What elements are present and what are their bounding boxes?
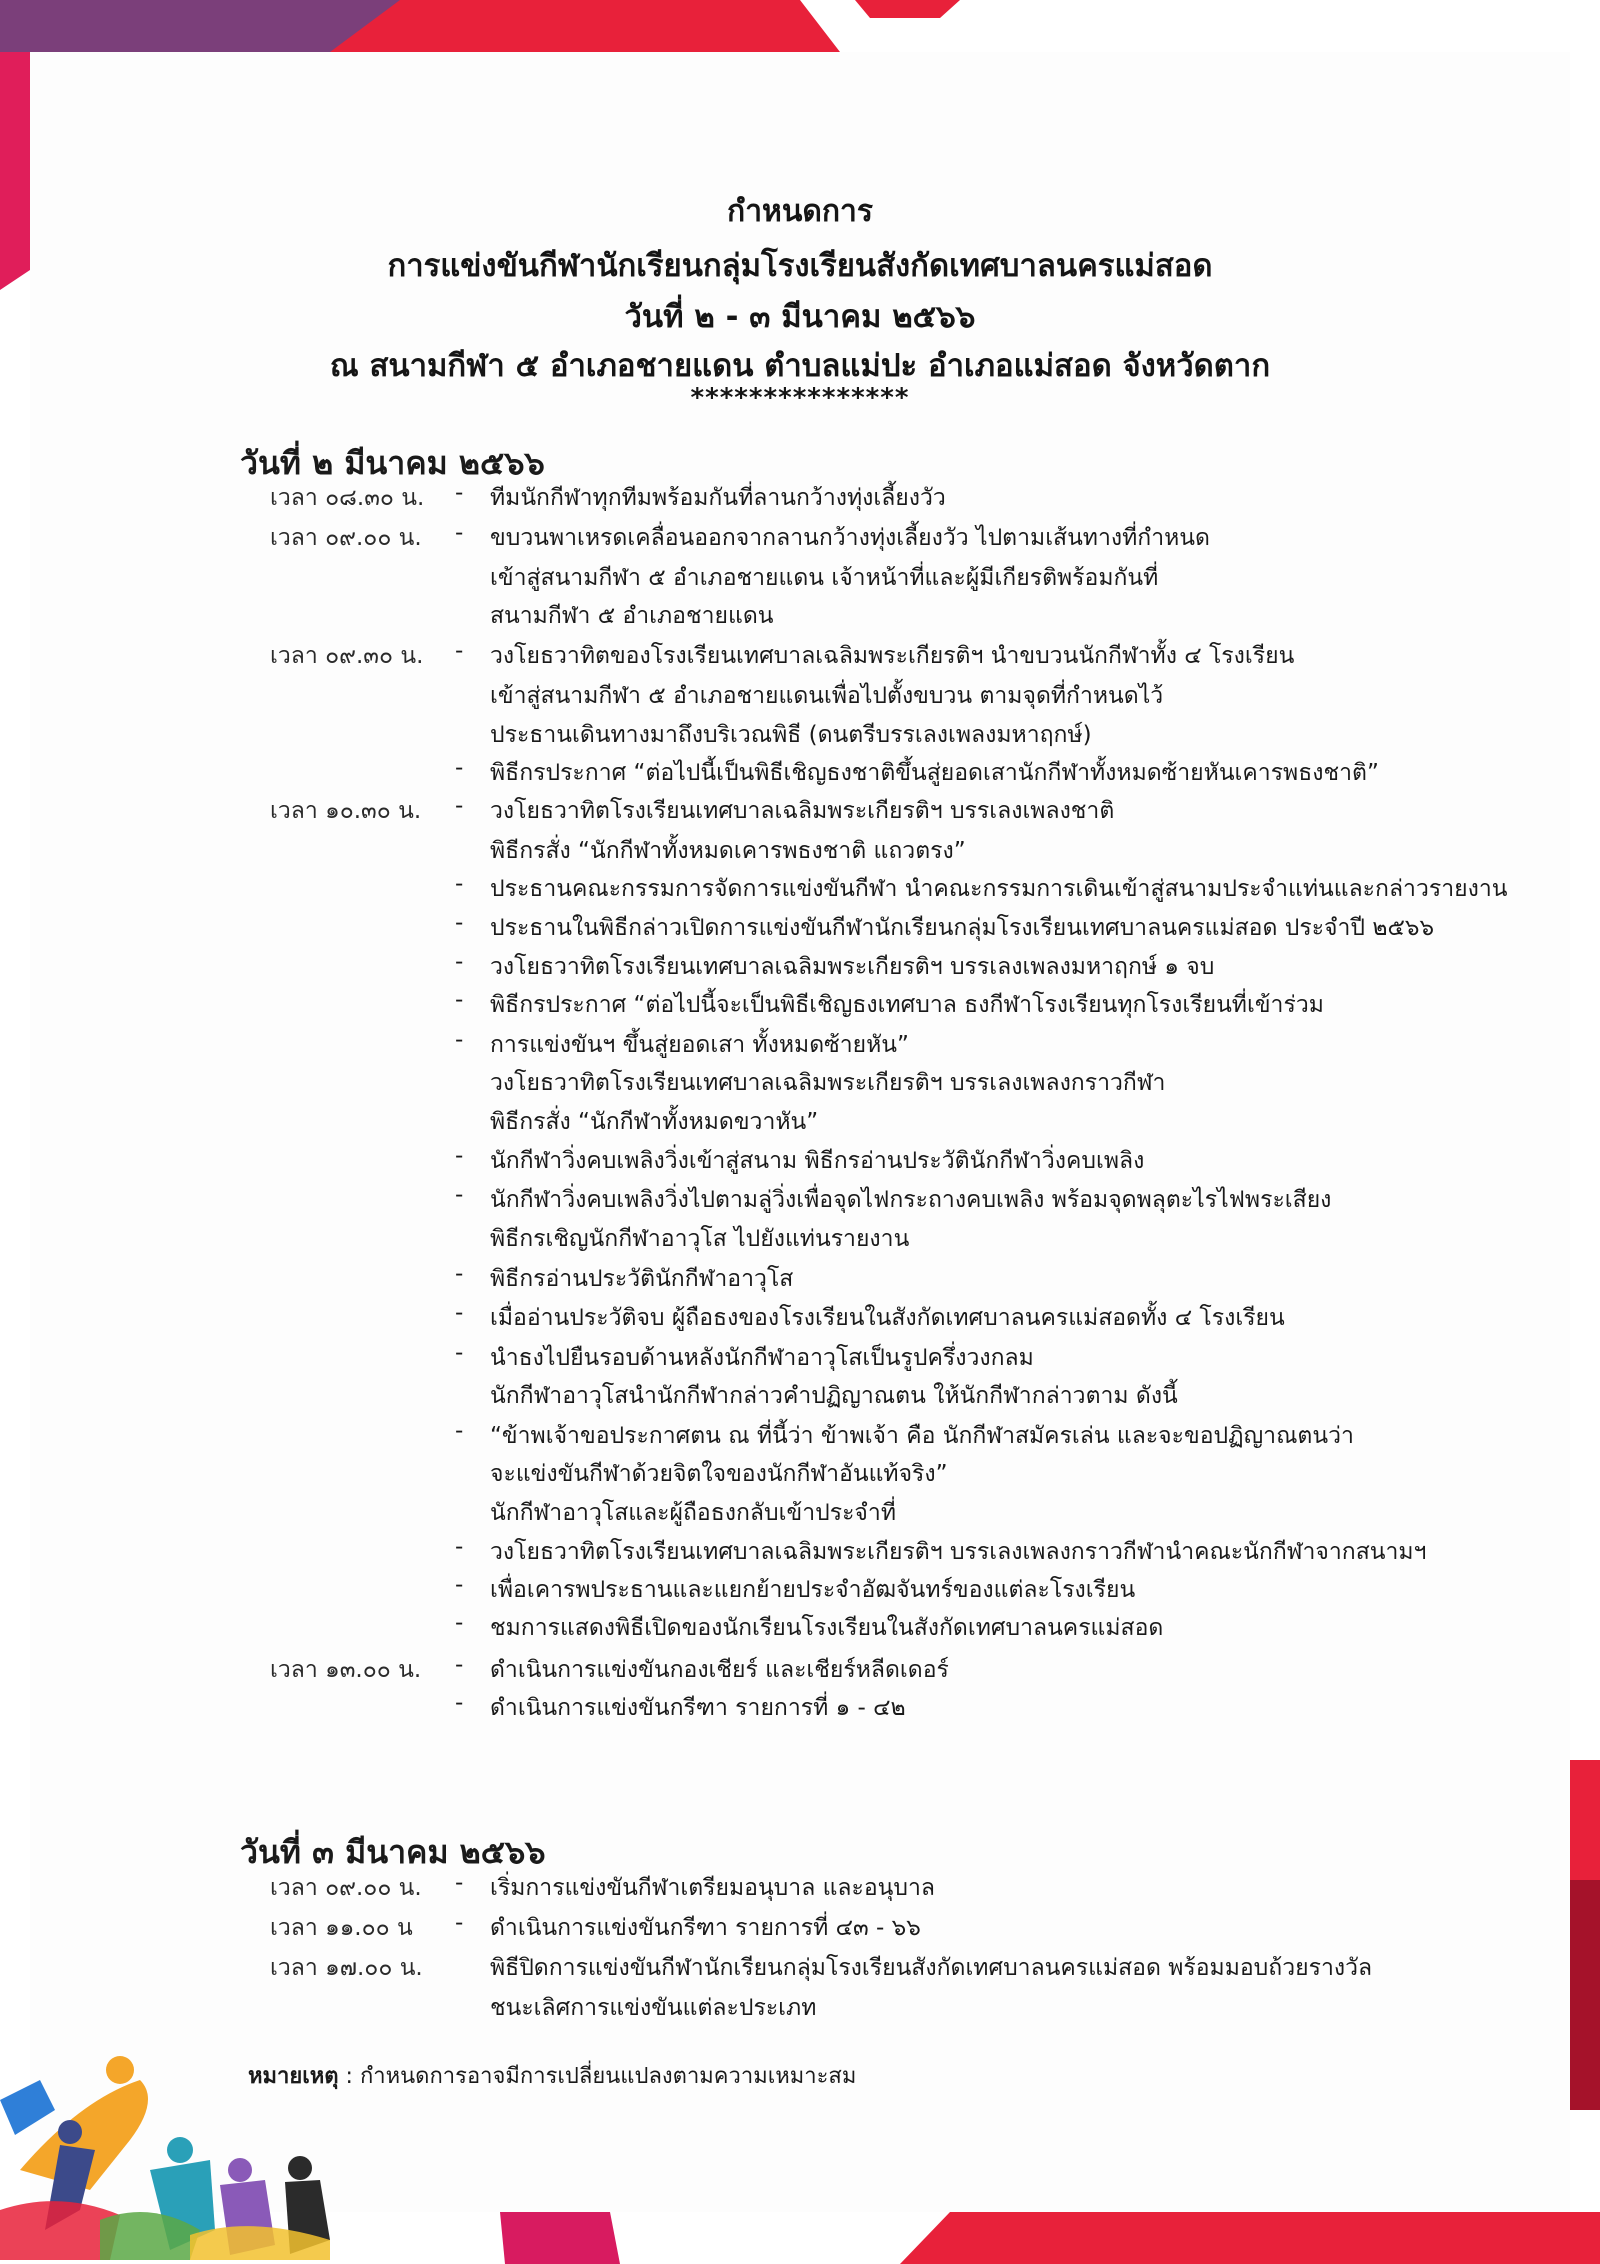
schedule-dash: - — [455, 1340, 464, 1366]
schedule-dash: - — [455, 755, 464, 781]
schedule-dash: - — [455, 1418, 464, 1444]
footnote — [248, 2058, 856, 2093]
schedule-item: นำธงไปยืนรอบด้านหลังนักกีฬาอาวุโสเป็นรูปครึ่งวงกลม — [490, 1345, 1034, 1371]
schedule-item: ประธานคณะกรรมการจัดการแข่งขันกีฬา นำคณะกรรมการเดินเข้าสู่สนามประจำแท่นและกล่าวรายงาน — [490, 876, 1508, 902]
schedule-time: เวลา ๐๙.๐๐ น. — [270, 525, 422, 551]
star-divider: *************** — [690, 383, 910, 413]
schedule-dash: - — [455, 949, 464, 975]
footnote-text: : กำหนดการอาจมีการเปลี่ยนแปลงตามความเหมาะสม — [338, 2064, 857, 2089]
schedule-item: ดำเนินการแข่งขันกองเชียร์ และเชียร์หลีดเดอร์ — [490, 1657, 949, 1683]
schedule-item: ชมการแสดงพิธีเปิดของนักเรียนโรงเรียนในสังกัดเทศบาลนครแม่สอด — [490, 1615, 1164, 1641]
schedule-time: เวลา ๑๑.๐๐ น — [270, 1915, 413, 1941]
schedule-item: พิธีกรสั่ง “นักกีฬาทั้งหมดเคารพธงชาติ แถวตรง” — [490, 838, 966, 864]
schedule-item: เริ่มการแข่งขันกีฬาเตรียมอนุบาล และอนุบาล — [490, 1875, 936, 1901]
schedule-item: เข้าสู่สนามกีฬา ๕ อำเภอชายแดนเพื่อไปตั้งขบวน ตามจุดที่กำหนดไว้ — [490, 683, 1164, 709]
right-darkred-shape — [1570, 1880, 1600, 2110]
schedule-item: ทีมนักกีฬาทุกทีมพร้อมกันที่ลานกว้างทุ่งเลี้ยงวัว — [490, 485, 946, 511]
schedule-item: การแข่งขันฯ ขึ้นสู่ยอดเสา ทั้งหมดซ้ายหัน” — [490, 1032, 909, 1058]
day2-title: วันที่ ๓ มีนาคม ๒๕๖๖ — [240, 1833, 546, 1871]
schedule-dash: - — [455, 1910, 464, 1936]
schedule-dash: - — [455, 1870, 464, 1896]
footnote-label: หมายเหตุ — [248, 2064, 339, 2089]
schedule-item: วงโยธวาทิตโรงเรียนเทศบาลเฉลิมพระเกียรติฯ บรรเลงเพลงกราวกีฬานำคณะนักกีฬาจากสนามฯ — [490, 1539, 1427, 1565]
schedule-dash: - — [455, 1572, 464, 1598]
schedule-item: ชนะเลิศการแข่งขันแต่ละประเภท — [490, 1995, 817, 2021]
schedule-dash: - — [455, 1610, 464, 1636]
schedule-dash: - — [455, 1261, 464, 1287]
schedule-item: ประธานในพิธีกล่าวเปิดการแข่งขันกีฬานักเรียนกลุ่มโรงเรียนเทศบาลนครแม่สอด ประจำปี ๒๕๖๖ — [490, 915, 1435, 941]
schedule-item: พิธีกรอ่านประวัตินักกีฬาอาวุโส — [490, 1266, 794, 1292]
bottom-pink-shape — [500, 2212, 620, 2264]
doc-subtitle: การแข่งขันกีฬานักเรียนกลุ่มโรงเรียนสังกัดเทศบาลนครแม่สอด — [387, 248, 1213, 284]
schedule-item: วงโยธวาทิตของโรงเรียนเทศบาลเฉลิมพระเกียรติฯ นำขบวนนักกีฬาทั้ง ๔ โรงเรียน — [490, 643, 1295, 669]
schedule-item: ขบวนพาเหรดเคลื่อนออกจากลานกว้างทุ่งเลี้ยงวัว ไปตามเส้นทางที่กำหนด — [490, 525, 1210, 551]
schedule-item: เข้าสู่สนามกีฬา ๕ อำเภอชายแดน เจ้าหน้าที่และผู้มีเกียรติพร้อมกันที่ — [490, 565, 1159, 591]
schedule-dash: - — [455, 1652, 464, 1678]
schedule-item: ประธานเดินทางมาถึงบริเวณพิธี (ดนตรีบรรเลงเพลงมหาฤกษ์) — [490, 722, 1092, 748]
schedule-time: เวลา ๑๓.๐๐ น. — [270, 1657, 422, 1683]
schedule-dash: - — [455, 987, 464, 1013]
schedule-item: นักกีฬาอาวุโสและผู้ถือธงกลับเข้าประจำที่ — [490, 1500, 896, 1526]
schedule-item: จะแข่งขันกีฬาด้วยจิตใจของนักกีฬาอันแท้จริง” — [490, 1461, 948, 1487]
schedule-dash: - — [455, 1027, 464, 1053]
schedule-item: พิธีกรสั่ง “นักกีฬาทั้งหมดขวาหัน” — [490, 1109, 819, 1135]
schedule-item: “ข้าพเจ้าขอประกาศตน ณ ที่นี้ว่า ข้าพเจ้า คือ นักกีฬาสมัครเล่น และจะขอปฏิญาณตนว่า — [490, 1423, 1354, 1449]
bottom-red-shape — [900, 2212, 1600, 2264]
schedule-item: นักกีฬาวิ่งคบเพลิงวิ่งเข้าสู่สนาม พิธีกรอ่านประวัตินักกีฬาวิ่งคบเพลิง — [490, 1148, 1145, 1174]
schedule-time: เวลา ๐๙.๓๐ น. — [270, 643, 424, 669]
schedule-dash: - — [455, 480, 464, 506]
schedule-item: พิธีกรประกาศ “ต่อไปนี้เป็นพิธีเชิญธงชาติขึ้นสู่ยอดเสานักกีฬาทั้งหมดซ้ายหันเคารพธงชาติ” — [490, 760, 1379, 786]
schedule-dash: - — [455, 1182, 464, 1208]
schedule-dash: - — [455, 1300, 464, 1326]
schedule-item: นักกีฬาวิ่งคบเพลิงวิ่งไปตามลู่วิ่งเพื่อจุดไฟกระถางคบเพลิง พร้อมจุดพลุตะไรไฟพระเสียง — [490, 1187, 1332, 1213]
schedule-item: ดำเนินการแข่งขันกรีฑา รายการที่ ๑ - ๔๒ — [490, 1695, 906, 1721]
schedule-dash: - — [455, 871, 464, 897]
schedule-time: เวลา ๑๗.๐๐ น. — [270, 1955, 423, 1981]
schedule-time: เวลา ๐๙.๐๐ น. — [270, 1875, 422, 1901]
schedule-dash: - — [455, 520, 464, 546]
schedule-item: วงโยธวาทิตโรงเรียนเทศบาลเฉลิมพระเกียรติฯ บรรเลงเพลงกราวกีฬา — [490, 1070, 1166, 1096]
top-pink-shape — [855, 0, 960, 18]
doc-dates: วันที่ ๒ - ๓ มีนาคม ๒๕๖๖ — [624, 299, 976, 335]
schedule-item: พิธีปิดการแข่งขันกีฬานักเรียนกลุ่มโรงเรียนสังกัดเทศบาลนครแม่สอด พร้อมมอบถ้วยรางวัล — [490, 1955, 1373, 1981]
top-red-shape — [330, 0, 840, 52]
schedule-item: วงโยธวาทิตโรงเรียนเทศบาลเฉลิมพระเกียรติฯ บรรเลงเพลงมหาฤกษ์ ๑ จบ — [490, 954, 1215, 980]
day1-title: วันที่ ๒ มีนาคม ๒๕๖๖ — [240, 444, 545, 482]
schedule-item: เพื่อเคารพประธานและแยกย้ายประจำอัฒจันทร์ของแต่ละโรงเรียน — [490, 1577, 1136, 1603]
schedule-dash: - — [455, 1143, 464, 1169]
schedule-time: เวลา ๐๘.๓๐ น. — [270, 485, 425, 511]
schedule-dash: - — [455, 1534, 464, 1560]
doc-title: กำหนดการ — [727, 194, 873, 229]
schedule-dash: - — [455, 910, 464, 936]
schedule-item: เมื่ออ่านประวัติจบ ผู้ถือธงของโรงเรียนในสังกัดเทศบาลนครแม่สอดทั้ง ๔ โรงเรียน — [490, 1305, 1285, 1331]
schedule-item: พิธีกรเชิญนักกีฬาอาวุโส ไปยังแท่นรายงาน — [490, 1226, 910, 1252]
schedule-item: นักกีฬาอาวุโสนำนักกีฬากล่าวคำปฏิญาณตน ให้นักกีฬากล่าวตาม ดังนี้ — [490, 1383, 1178, 1409]
doc-location: ณ สนามกีฬา ๕ อำเภอชายแดน ตำบลแม่ปะ อำเภอแม่สอด จังหวัดตาก — [329, 348, 1271, 384]
schedule-item: ดำเนินการแข่งขันกรีฑา รายการที่ ๔๓ - ๖๖ — [490, 1915, 921, 1941]
schedule-item: พิธีกรประกาศ “ต่อไปนี้จะเป็นพิธีเชิญธงเทศบาล ธงกีฬาโรงเรียนทุกโรงเรียนที่เข้าร่วม — [490, 992, 1324, 1018]
schedule-item: สนามกีฬา ๕ อำเภอชายแดน — [490, 603, 774, 629]
schedule-dash: - — [455, 793, 464, 819]
schedule-dash: - — [455, 1690, 464, 1716]
schedule-time: เวลา ๑๐.๓๐ น. — [270, 798, 422, 824]
schedule-item: วงโยธวาทิตโรงเรียนเทศบาลเฉลิมพระเกียรติฯ บรรเลงเพลงชาติ — [490, 798, 1115, 824]
schedule-dash: - — [455, 638, 464, 664]
